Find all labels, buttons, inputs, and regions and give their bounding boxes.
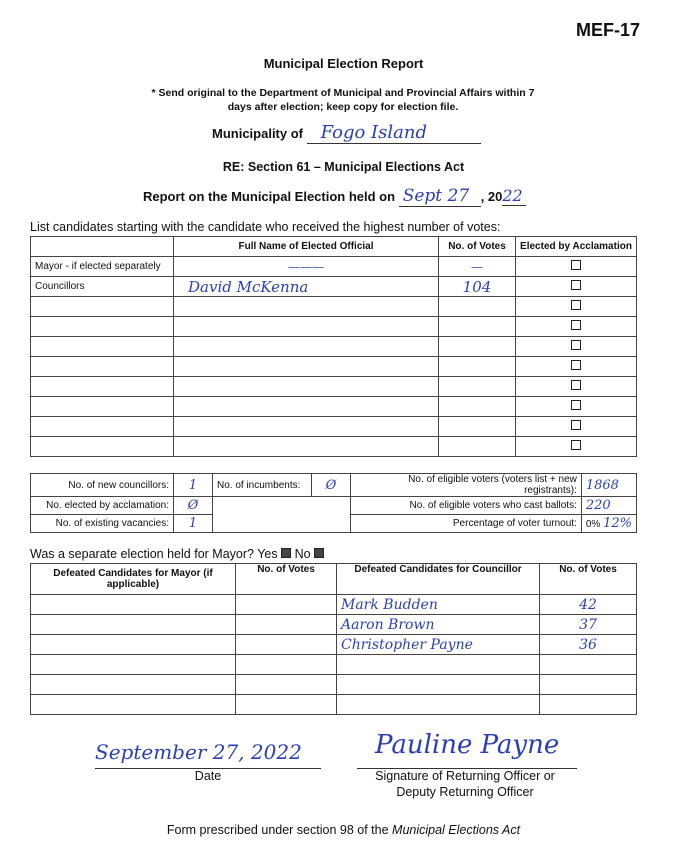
- re-line: RE: Section 61 – Municipal Elections Act: [222, 160, 465, 174]
- row-name: David McKenna: [174, 277, 439, 297]
- stats-table: [30, 473, 637, 533]
- acclamation-checkbox[interactable]: [571, 380, 581, 390]
- table-row: [31, 675, 637, 695]
- mayor-yes-checkbox[interactable]: [281, 548, 291, 558]
- table-row: [31, 277, 637, 297]
- eligible-voters-value: 1868: [581, 474, 636, 497]
- acclamation-checkbox[interactable]: [571, 260, 581, 270]
- table-row: [31, 417, 637, 437]
- defeated-councillor-name: Aaron Brown: [337, 615, 540, 635]
- candidates-table: [30, 236, 637, 457]
- acclamation-checkbox[interactable]: [571, 440, 581, 450]
- date-value: September 27, 2022: [95, 740, 302, 764]
- mayor-question-no: No: [294, 547, 311, 561]
- report-date-value: Sept 27: [399, 186, 481, 207]
- defeated-table: [30, 563, 637, 715]
- footer: [0, 823, 687, 837]
- footer-prefix: Form prescribed under section 98 of the: [166, 823, 389, 837]
- list-heading: List candidates starting with the candidate who received the highest number of votes:: [30, 220, 501, 234]
- header-mayor-votes: No. of Votes: [236, 564, 337, 595]
- acclamation-label: No. elected by acclamation:: [31, 497, 174, 515]
- acclamation-checkbox[interactable]: [571, 360, 581, 370]
- row-role: Councillors: [31, 277, 174, 297]
- page-title: Municipal Election Report: [263, 56, 424, 71]
- table-row: [31, 635, 637, 655]
- turnout-cell: [581, 515, 636, 533]
- new-councillors-label: No. of new councillors:: [31, 474, 174, 497]
- table-row: [31, 655, 637, 675]
- defeated-councillor-name: Christopher Payne: [337, 635, 540, 655]
- table-row: [31, 337, 637, 357]
- acclamation-checkbox[interactable]: [571, 420, 581, 430]
- table-row: [31, 377, 637, 397]
- turnout-label: Percentage of voter turnout:: [351, 515, 582, 533]
- mayor-no-checkbox[interactable]: [314, 548, 324, 558]
- header-defeated-mayor: Defeated Candidates for Mayor (if applicable): [31, 564, 236, 595]
- date-label: Date: [194, 769, 222, 783]
- table-row: [31, 695, 637, 715]
- acclamation-checkbox[interactable]: [571, 340, 581, 350]
- report-year-prefix: , 20: [480, 189, 503, 204]
- defeated-councillor-votes: 42: [540, 595, 637, 615]
- report-year-value: 22: [502, 186, 526, 206]
- acclamation-cell[interactable]: [516, 257, 637, 277]
- signature-value: Pauline Payne: [375, 730, 560, 760]
- header-role: [31, 237, 174, 257]
- table-row: [31, 317, 637, 337]
- municipality-label: Municipality of: [212, 126, 303, 141]
- table-row: [31, 257, 637, 277]
- form-id: MEF-17: [576, 20, 641, 40]
- acclamation-checkbox[interactable]: [571, 320, 581, 330]
- row-votes: —: [439, 257, 516, 277]
- turnout-value: 12%: [603, 516, 632, 531]
- table-row: [31, 595, 637, 615]
- vacancies-label: No. of existing vacancies:: [31, 515, 174, 533]
- acclamation-checkbox[interactable]: [571, 300, 581, 310]
- municipality-line: [212, 122, 481, 144]
- vacancies-value: 1: [174, 515, 213, 533]
- acclamation-cell[interactable]: [516, 277, 637, 297]
- cast-ballots-value: 220: [581, 497, 636, 515]
- row-name: ———: [174, 257, 439, 277]
- mayor-question-text: Was a separate election held for Mayor? Yes: [30, 547, 278, 561]
- table-row: [31, 397, 637, 417]
- row-votes: 104: [439, 277, 516, 297]
- defeated-councillor-votes: 37: [540, 615, 637, 635]
- table-row: [31, 437, 637, 457]
- footer-italic: Municipal Elections Act: [392, 823, 521, 837]
- acclamation-value: Ø: [174, 497, 213, 515]
- table-row: [31, 357, 637, 377]
- incumbents-value: Ø: [312, 474, 351, 497]
- row-role: Mayor - if elected separately: [31, 257, 174, 277]
- defeated-councillor-name: Mark Budden: [337, 595, 540, 615]
- defeated-councillor-votes: 36: [540, 635, 637, 655]
- acclamation-checkbox[interactable]: [571, 400, 581, 410]
- report-label: Report on the Municipal Election held on: [143, 189, 396, 204]
- turnout-prefix: 0%: [585, 519, 601, 530]
- instruction-text: * Send original to the Department of Municipal and Provincial Affairs within 7 days after election; keep copy for election file.: [151, 87, 535, 113]
- acclamation-checkbox[interactable]: [571, 280, 581, 290]
- header-votes: No. of Votes: [439, 237, 516, 257]
- eligible-voters-label: No. of eligible voters (voters list + new registrants):: [351, 474, 582, 497]
- report-line: [143, 186, 526, 207]
- cast-ballots-label: No. of eligible voters who cast ballots:: [351, 497, 582, 515]
- table-row: [31, 297, 637, 317]
- mayor-question: [30, 547, 324, 561]
- header-defeated-councillor: Defeated Candidates for Councillor: [337, 564, 540, 595]
- header-councillor-votes: No. of Votes: [540, 564, 637, 595]
- header-name: Full Name of Elected Official: [174, 237, 439, 257]
- incumbents-label: No. of incumbents:: [213, 474, 312, 497]
- table-row: [31, 615, 637, 635]
- header-acclamation: Elected by Acclamation: [516, 237, 637, 257]
- new-councillors-value: 1: [174, 474, 213, 497]
- signature-label-1: Signature of Returning Officer or: [375, 769, 555, 783]
- municipality-value: Fogo Island: [307, 122, 481, 144]
- signature-label-2: Deputy Returning Officer: [396, 785, 534, 799]
